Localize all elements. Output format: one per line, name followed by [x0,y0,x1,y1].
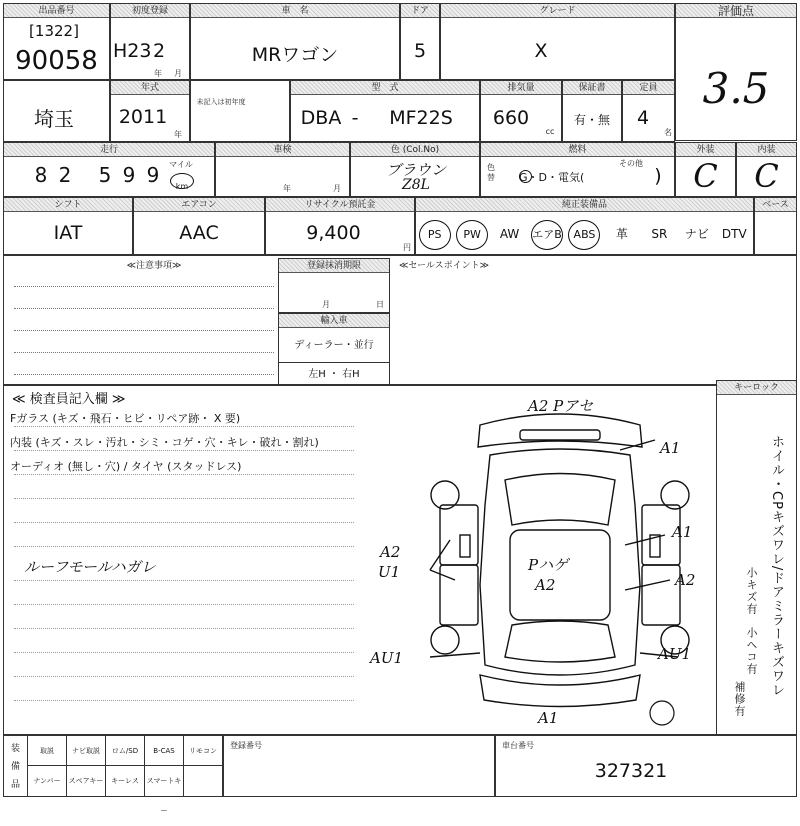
footer-item: 取説 [28,736,67,766]
reg-number-label: 登録番号 [230,741,262,750]
reg-number-box [223,735,495,797]
aircon-header: エアコン [134,198,264,212]
equipment-item [716,220,753,252]
equipment-item [603,220,640,252]
diag-roof-2: A2 [535,576,556,594]
first-reg-month: 2 [152,40,166,62]
footer-item: リモコン [184,736,223,766]
car-name: MRワゴン [251,44,339,66]
roof [510,530,610,620]
interior-header: 内装 [737,143,796,157]
footer-item: キーレス [106,766,145,796]
mileage-header: 走行 [4,143,214,157]
grade-box [440,3,675,80]
interior-grade: C [754,157,779,195]
footer-item [184,766,223,796]
exterior-grade: C [693,157,718,195]
notes-area [3,255,797,385]
footer-item: B-CAS [145,736,184,766]
equipment-label: AW [499,227,520,241]
grade-value: X [534,40,548,62]
equipment-label: PW [456,220,488,250]
side-note-3: 小ヘコ有 [745,627,758,675]
footer-item: スペアキー [67,766,106,796]
recycle-unit: 円 [403,243,411,252]
model-year-unit: 年 [174,130,182,139]
small-circle-mark [650,701,674,725]
diag-left-mid-1: A2 [380,543,401,561]
mileage-digit-1: 8 [34,163,48,187]
chassis-number-box [495,735,797,797]
first-reg-year-unit: 年 [154,69,162,78]
capacity-value: 4 [636,107,650,129]
handwritten-note: ルーフモールハガレ [24,558,156,576]
equipment-label: エアB [531,220,563,250]
grade-header: グレード [441,4,674,18]
equipment-label: DTV [721,227,747,241]
import-handle: 左H ・ 右H [279,362,389,380]
reg-deadline-month: 月 [322,300,330,309]
shift-box [3,197,133,255]
mileage-digit-4: 9 [122,163,136,187]
reg-deadline-header: 登録抹消期限 [279,259,389,273]
chassis-number-label: 車台番号 [502,741,534,750]
first-reg-era: H23 [113,40,152,62]
inspection-box [215,142,350,197]
footer-item: スマートキー [145,766,184,796]
import-box [278,313,390,385]
exterior-box [675,142,736,197]
first-reg-month-unit: 月 [174,69,182,78]
rating-header: 評価点 [676,4,796,18]
footer-item: ロム/SD [106,736,145,766]
displacement-value: 660 [492,107,530,129]
diag-right-front: A1 [660,439,681,457]
model-box [290,80,480,142]
footer-row-2: 備 [10,762,20,772]
reg-deadline-box [278,258,390,313]
equipment-header: 純正装備品 [416,198,753,212]
shift-value: IAT [53,222,83,244]
first-reg-box [110,3,190,80]
equipment-item [491,220,528,252]
footer-row-3: 品 [10,780,20,790]
mileage-digit-3: 5 [98,163,112,187]
diag-rear: A1 [538,709,559,727]
audio-line: オーディオ (無し・穴) / タイヤ (スタッドレス) [10,460,242,473]
car-diagram [370,395,710,730]
diag-right-mid: A1 [672,523,693,541]
capacity-box [622,80,675,142]
diag-left-rear: AU1 [370,649,404,667]
recycle-box [265,197,415,255]
sales-point-label: ≪セールスポイント≫ [398,261,490,271]
equipment-item [416,220,453,252]
mileage-digit-5: 9 [146,163,160,187]
aircon-box [133,197,265,255]
displacement-header: 排気量 [481,81,561,95]
mirror-left [460,535,470,557]
car-name-box [190,3,400,80]
model-dash: - [351,107,359,129]
equipment-label: PS [419,220,451,250]
region-box [3,80,110,142]
displacement-unit: cc [545,127,555,136]
recycle-header: リサイクル預託金 [266,198,414,212]
footer-side-labels [4,736,28,796]
mileage-km-circle [170,173,194,189]
equipment-box [415,197,754,255]
glass-line: Fガラス (キズ・飛石・ヒビ・リペア跡・ X 要) [10,412,241,425]
side-note-2: 小キズ有 [745,567,758,615]
windshield [505,474,615,526]
diag-roof: Pハゲ [528,556,569,574]
car-name-header: 車 名 [191,4,399,18]
equipment-item [678,220,715,252]
inspector-label: ≪ 検査員記入欄 ≫ [12,392,126,407]
key-lock-header: キーロック [717,381,796,395]
color-header: 色 (Col.No) [351,143,479,157]
footer-item: ナンバー [28,766,67,796]
model-note-box [190,80,290,142]
mileage-mile-label: マイル [169,160,193,169]
capacity-unit: 名 [664,128,672,137]
lot-code: [1322] [29,22,79,40]
displacement-box [480,80,562,142]
diag-right-rear: A2 [675,571,696,589]
interior-box [736,142,797,197]
footer-item: ナビ取説 [67,736,106,766]
fuel-header: 燃料 [481,143,674,157]
import-header: 輸入車 [279,314,389,328]
color-bottom: Z8L [402,177,430,193]
lot-number: 90058 [15,46,98,76]
model-prefix: DBA [300,107,342,129]
fuel-options: G・D・電気( [519,171,585,184]
footer-row-1: 装 [10,744,20,754]
equipment-label: ABS [568,220,600,250]
mileage-km-label: km [175,182,189,191]
diag-right-rear-2: AU1 [658,645,692,663]
side-note-4: 補修有 [733,681,746,717]
equipment-label: SR [651,227,668,241]
model-year-box [110,80,190,142]
left-door-front [440,505,478,565]
color-sub-label: 色替 [487,163,495,182]
chassis-number-value: 327321 [594,760,668,782]
mileage-digit-2: 2 [58,163,72,187]
mileage-box [3,142,215,197]
doors-box [400,3,440,80]
left-door-rear [440,565,478,625]
capacity-header: 定員 [623,81,674,95]
equipment-list [416,216,753,254]
inspection-header: 車検 [216,143,349,157]
footer-grid [28,736,223,815]
reg-deadline-day: 日 [376,300,384,309]
diag-left-mid-2: U1 [378,563,401,581]
equipment-item [528,220,565,252]
footer-equipment [3,735,223,815]
rear-window [505,621,615,662]
color-box [350,142,480,197]
model-header: 型 式 [291,81,479,95]
shift-header: シフト [4,198,132,212]
equipment-item [453,220,490,252]
inspection-month-unit: 月 [333,184,341,193]
doors-value: 5 [413,40,427,62]
lot-box [3,3,110,80]
diag-front: A2 Pアセ [528,397,594,415]
warranty-header: 保証書 [563,81,621,95]
model-year-value: 2011 [118,106,168,128]
import-dealer: ディーラー・並行 [294,340,374,351]
fuel-other-label: その他 [619,159,643,168]
equipment-item [641,220,678,252]
model-year-note: 未記入は初年度 [196,98,246,106]
base-header: ベース [755,198,796,212]
front-grille [520,430,600,440]
color-top: ブラウン [385,161,446,179]
side-note-1: ホイル・CPキズワレ/ドアミラーキズワレ [769,435,784,698]
fuel-close: ) [654,165,662,187]
equipment-label: ナビ [684,227,709,241]
rating-box [675,3,797,141]
rating-value: 3.5 [702,64,770,113]
fuel-box [480,142,675,197]
rear-bumper [480,675,640,707]
aircon-value: AAC [179,222,219,244]
interior-line: 内装 (キズ・スレ・汚れ・シミ・コゲ・穴・キレ・破れ・割れ) [10,436,319,449]
first-reg-header: 初度登録 [111,4,189,18]
base-box [754,197,797,255]
caution-label: ≪注意事項≫ [126,261,182,271]
exterior-header: 外装 [676,143,735,157]
equipment-item [566,220,603,252]
warranty-box [562,80,622,142]
recycle-value: 9,400 [306,222,361,244]
key-lock-box [716,380,797,735]
region-value: 埼玉 [34,107,74,131]
warranty-value: 有・無 [573,113,610,127]
equipment-label: 革 [615,227,628,241]
wheel-rear-left [431,626,459,654]
model-year-header: 年式 [111,81,189,95]
doors-header: ドア [401,4,439,18]
inspection-year-unit: 年 [283,184,291,193]
model-code: MF22S [389,107,453,129]
lot-header: 出品番号 [4,4,109,18]
